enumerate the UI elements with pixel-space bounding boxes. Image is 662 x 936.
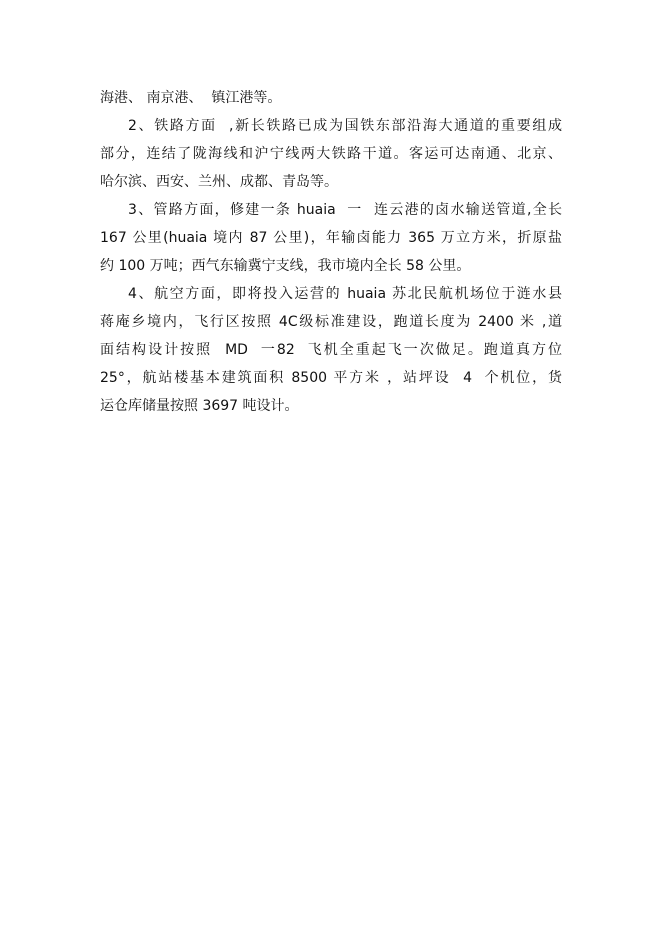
text-line-12: 运仓库储量按照 3697 吨设计。 xyxy=(100,398,299,414)
text-line-10: 面结构设计按照 MD 一82 飞机全重起飞一次做足。跑道真方位 xyxy=(100,342,562,358)
text-line-5: 3、管路方面，修建一条 huaia 一 连云港的卤水输送管道,全长 xyxy=(128,202,562,218)
text-line-1: 海港、 南京港、 镇江港等。 xyxy=(100,90,282,106)
text-line-4: 哈尔滨、西安、兰州、成都、青岛等。 xyxy=(100,174,338,190)
text-line-8: 4、航空方面，即将投入运营的 huaia 苏北民航机场位于涟水县 xyxy=(128,286,562,302)
text-line-9: 蒋庵乡境内，飞行区按照 4C级标准建设，跑道长度为 2400 米 ,道 xyxy=(100,314,562,330)
text-line-7: 约 100 万吨；西气东输冀宁支线，我市境内全长 58 公里。 xyxy=(100,258,471,274)
text-line-3: 部分，连结了陇海线和沪宁线两大铁路干道。客运可达南通、北京、 xyxy=(100,146,562,162)
text-line-6: 167 公里(huaia 境内 87 公里)，年输卤能力 365 万立方米，折原盐 xyxy=(100,230,562,246)
text-line-2: 2、铁路方面 ,新长铁路已成为国铁东部沿海大通道的重要组成 xyxy=(128,118,562,134)
document-body xyxy=(100,84,562,420)
text-line-11: 25°，航站楼基本建筑面积 8500 平方米 ，站坪设 4 个机位，货 xyxy=(100,370,562,386)
